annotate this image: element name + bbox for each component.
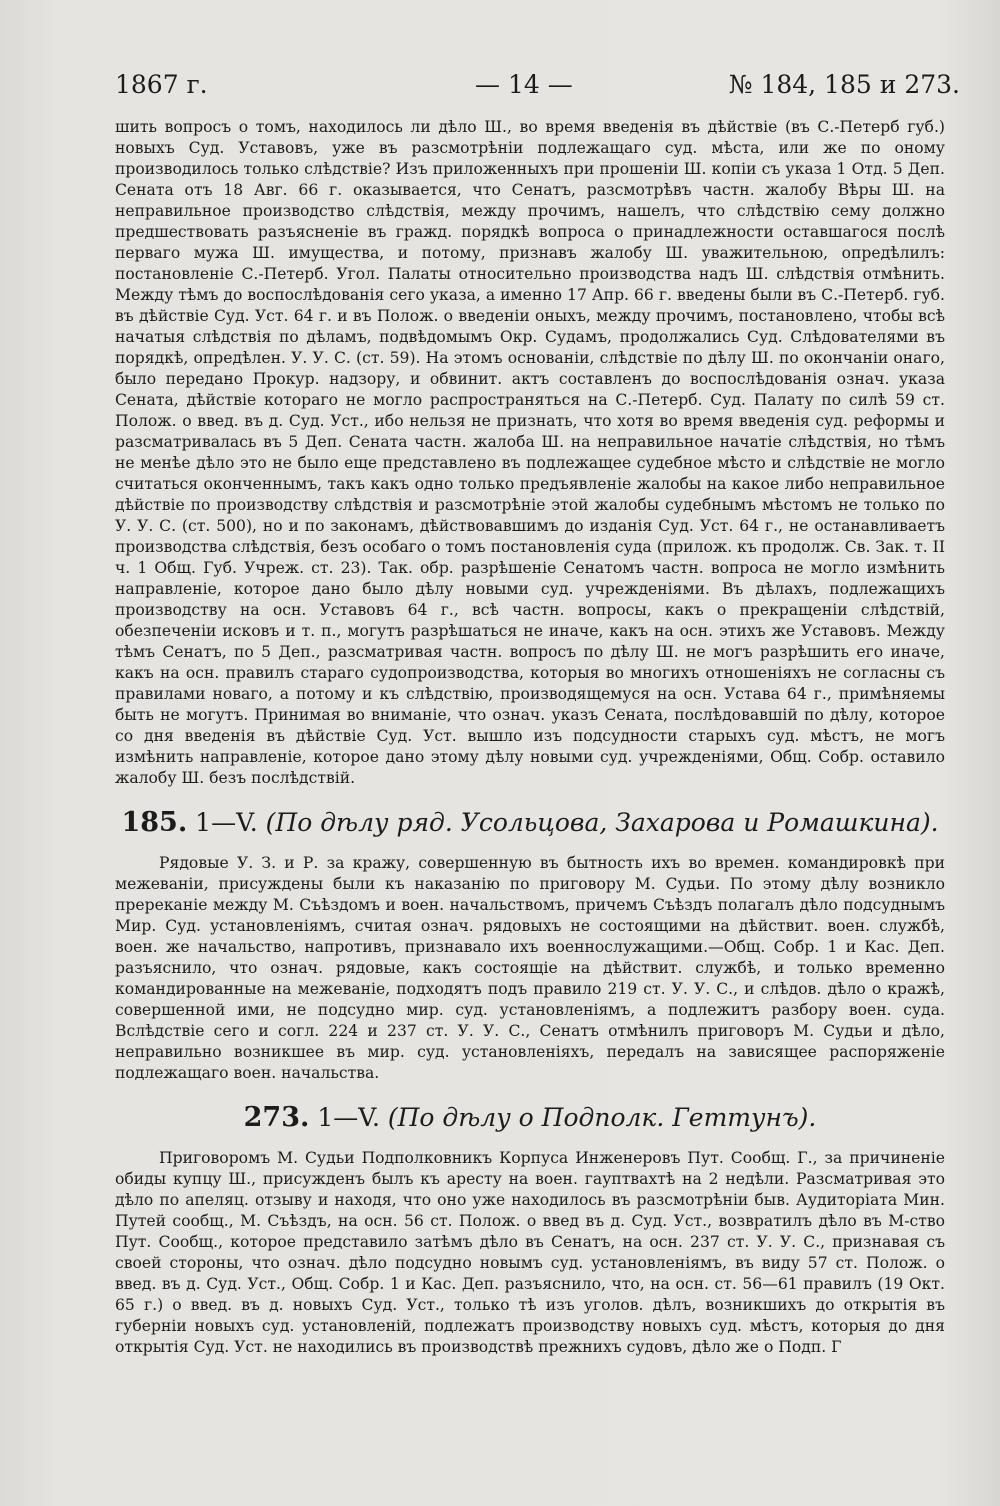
page-header xyxy=(115,70,960,110)
case-numbers: № 184, 185 и 273. xyxy=(728,70,960,99)
section-number: 273. xyxy=(243,1102,310,1133)
section-title: (По дѣлу о Подполк. Геттунъ). xyxy=(387,1103,817,1132)
header-year: 1867 г. xyxy=(115,70,208,99)
section-number: 185. xyxy=(121,807,188,838)
section-heading-273 xyxy=(115,1102,945,1134)
page-body xyxy=(115,117,945,1358)
page-number: — 14 — xyxy=(475,70,573,99)
section-title: (По дѣлу ряд. Усольцова, Захарова и Ромашкина). xyxy=(265,808,939,837)
section-date: 1—V. xyxy=(309,1103,388,1132)
paragraph-184-continued: шить вопросъ о томъ, находилось ли дѣло Ш., во время введенія въ дѣйствіе (въ С.-Петерб губ.) новыхъ Суд. Уставовъ, уже въ разсмотрѣніи подлежащаго суд. мѣста, или же по оному производилось только слѣдствіе? Изъ приложенныхъ при прошеніи Ш. копіи съ указа 1 Отд. 5 Деп. Сената отъ 18 Авг. 66 г. оказывается, что Сенатъ, разсмотрѣвъ частн. жалобу Вѣры Ш. на неправильное производство слѣдствія, между прочимъ, нашелъ, что слѣдствію сему должно предшествовать разъясненіе въ гражд. порядкѣ вопроса о принадлежности оставшагося послѣ перваго мужа Ш. имущества, и потому, признавъ жалобу Ш. уважительною, опредѣлилъ: постановленіе С.-Петерб. Угол. Палаты относительно производства надъ Ш. слѣдствія отмѣнить. Между тѣмъ до воспослѣдованія сего указа, а именно 17 Апр. 66 г. введены были въ С.-Петерб. губ. въ дѣйствіе Суд. Уст. 64 г. и въ Полож. о введеніи оныхъ, между прочимъ, постановлено, чтобы всѣ начатыя слѣдствія по дѣламъ, подвѣдомымъ Окр. Судамъ, продолжались Суд. Слѣдователями въ порядкѣ, опредѣлен. У. У. С. (ст. 59). На этомъ основаніи, слѣдствіе по дѣлу Ш. по окончаніи онаго, было передано Прокур. надзору, и обвинит. актъ составленъ до воспослѣдованія означ. указа Сената, дѣйствіе котораго не могло распространяться на С.-Петерб. Суд. Палату по силѣ 59 ст. Полож. о введ. въ д. Суд. Уст., ибо нельзя не признать, что хотя во время введенія суд. реформы и разсматривалась въ 5 Деп. Сената частн. жалоба Ш. на неправильное начатіе слѣдствія, но тѣмъ не менѣе дѣло это не было еще представлено въ подлежащее судебное мѣсто и слѣдствіе не могло считаться оконченнымъ, такъ какъ одно только предъявленіе жалобы на какое либо неправильное дѣйствіе по производству слѣдствія и разсмотрѣніе этой жалобы судебнымъ мѣстомъ не только по У. У. С. (ст. 500), но и по законамъ, дѣйствовавшимъ до изданія Суд. Уст. 64 г., не останавливаетъ производства слѣдствія, безъ особаго о томъ постановленія суда (прилож. къ продолж. Св. Зак. т. II ч. 1 Общ. Губ. Учреж. ст. 23). Так. обр. разрѣшеніе Сенатомъ частн. вопроса не могло измѣнить направленіе, которое дано было дѣлу новыми суд. учрежденіями. Въ дѣлахъ, подлежащихъ производству на осн. Уставовъ 64 г., всѣ частн. вопросы, какъ о прекращеніи слѣдствій, обезпеченіи исковъ и т. п., могутъ разрѣшаться не иначе, какъ на осн. этихъ же Уставовъ. Между тѣмъ Сенатъ, по 5 Деп., разсматривая частн. вопросъ по дѣлу Ш. не могъ разрѣшить его иначе, какъ на осн. правилъ стараго судопроизводства, которыя во многихъ отношеніяхъ не согласны съ правилами новаго, а потому и къ слѣдствію, производящемуся на осн. Устава 64 г., примѣняемы быть не могутъ. Принимая во вниманіе, что означ. указъ Сената, послѣдовавшій по дѣлу, которое со дня введенія въ дѣйствіе Суд. Уст. вышло изъ подсудности старыхъ суд. мѣстъ, не могъ измѣнить направленіе, которое дано этому дѣлу новыми суд. учрежденіями, Общ. Собр. оставило жалобу Ш. безъ послѣдствій. xyxy=(115,118,945,787)
section-heading-185 xyxy=(115,807,945,839)
paragraph-185: Рядовые У. З. и Р. за кражу, совершенную въ бытность ихъ во времен. командировкѣ при межеваніи, присуждены были къ наказанію по приговору М. Судьи. По этому дѣлу возникло пререканіе между М. Съѣздомъ и воен. начальствомъ, причемъ Съѣздъ полагалъ дѣло подсуднымъ Мир. Суд. установленіямъ, считая означ. рядовыхъ не состоящими на дѣйствит. воен. службѣ, воен. же начальство, напротивъ, признавало ихъ военнослужащими.—Общ. Собр. 1 и Кас. Деп. разъяснило, что означ. рядовые, какъ состоящіе на дѣйствит. службѣ, и только временно командированные на межеваніе, подходятъ подъ правило 219 ст. У. У. С., и слѣдов. дѣло о кражѣ, совершенной ими, не подсудно мир. суд. установленіямъ, а подлежитъ разбору воен. суда. Вслѣдствіе сего и согл. 224 и 237 ст. У. У. С., Сенатъ отмѣнилъ приговоръ М. Судьи и дѣло, неправильно возникшее въ мир. суд. установленіяхъ, передалъ на зависящее распоряженіе подлежащаго воен. начальства. xyxy=(115,854,945,1082)
section-date: 1—V. xyxy=(187,808,266,837)
paragraph-273: Приговоромъ М. Судьи Подполковникъ Корпуса Инженеровъ Пут. Сообщ. Г., за причиненіе обиды купцу Ш., присужденъ былъ къ аресту на воен. гауптвахтѣ на 2 недѣли. Разсматривая это дѣло по апеляц. отзыву и находя, что оно уже находилось въ разсмотрѣніи быв. Аудиторіата Мин. Путей сообщ., М. Съѣздъ, на осн. 56 ст. Полож. о введ въ д. Суд. Уст., возвратилъ дѣло въ М-ство Пут. Сообщ., которое представило затѣмъ дѣло въ Сенатъ, на осн. 237 ст. У. У. С., признавая съ своей стороны, что означ. дѣло подсудно новымъ суд. установленіямъ, въ виду 57 ст. Полож. о введ. въ д. Суд. Уст., Общ. Собр. 1 и Кас. Деп. разъяснило, что, на осн. ст. 56—61 правилъ (19 Окт. 65 г.) о введ. въ д. новыхъ Суд. Уст., только тѣ изъ уголов. дѣлъ, возникшихъ до открытія въ губерніи новыхъ суд. установленій, подлежатъ производству новыхъ суд. мѣстъ, которыя до дня открытія Суд. Уст. не находились въ производствѣ прежнихъ судовъ, дѣло же о Подп. Г xyxy=(115,1149,945,1356)
